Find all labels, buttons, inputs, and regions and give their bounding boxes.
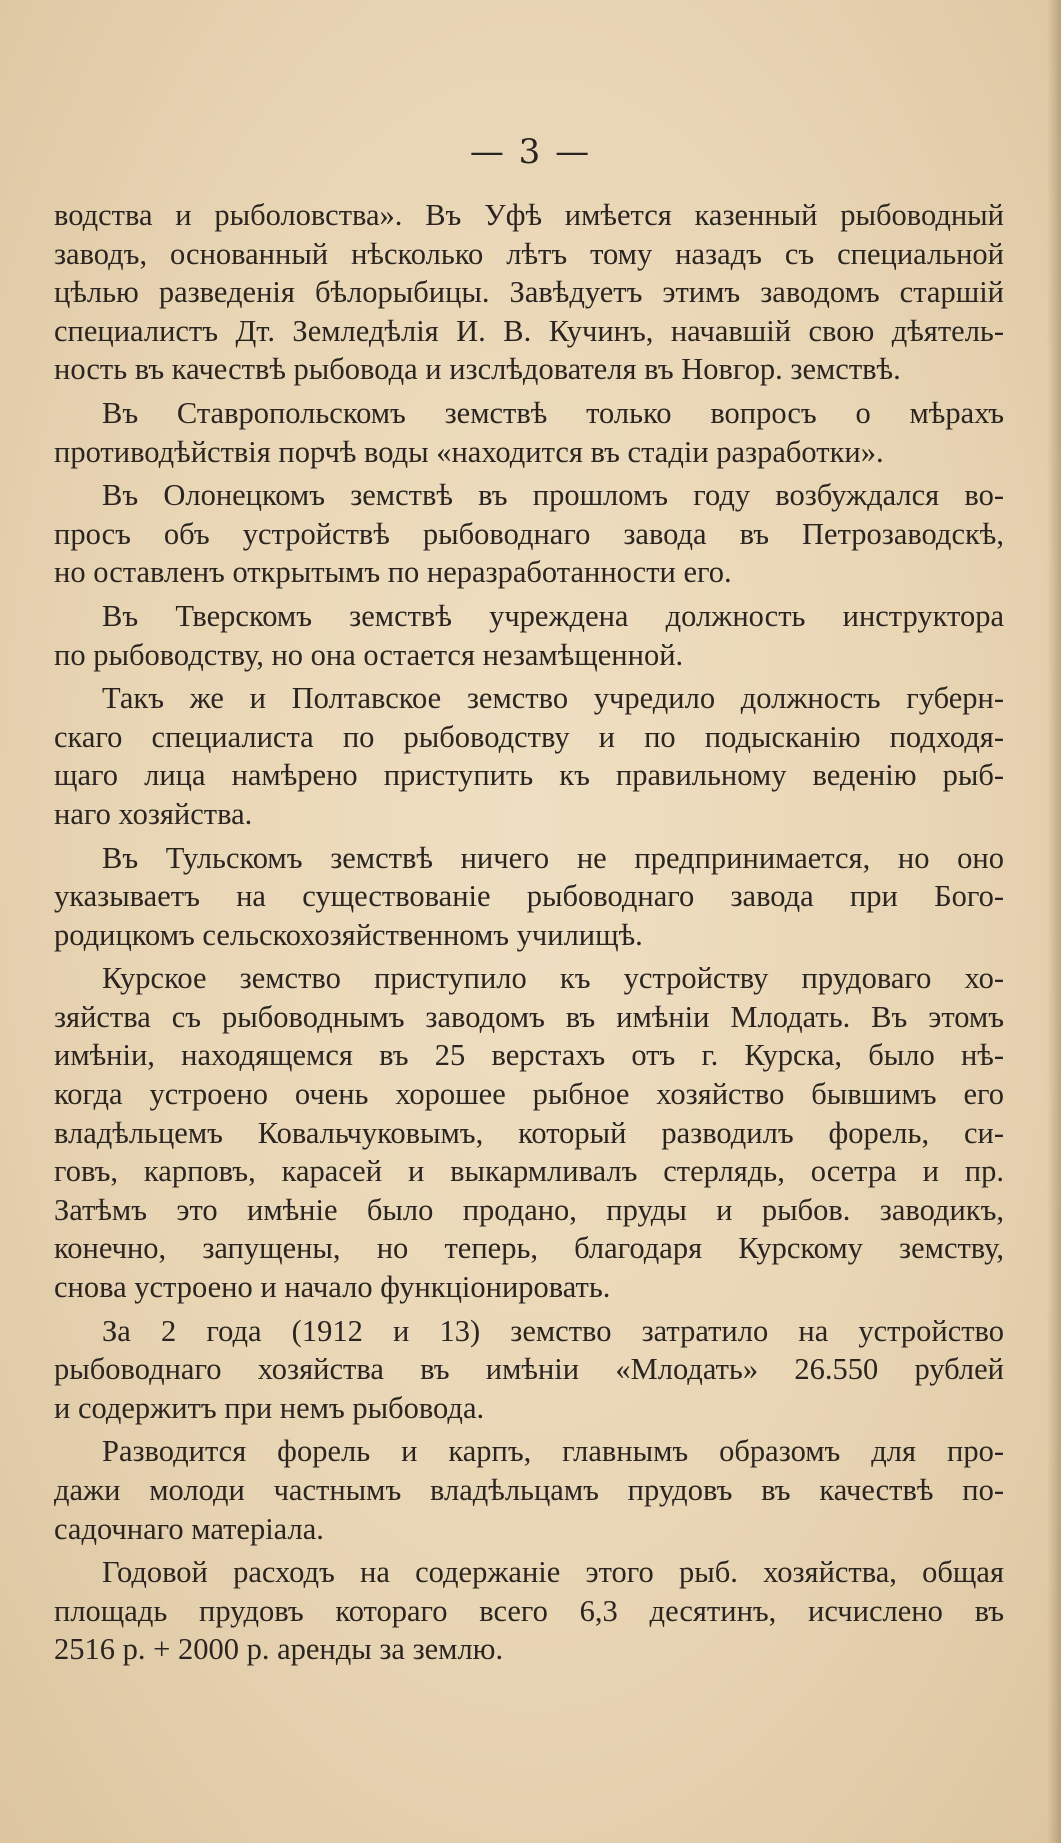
text-line: За 2 года (1912 и 13) земство затратило на устройство [102,1313,1004,1348]
text-line: и содержитъ при немъ рыбовода. [54,1390,485,1425]
paragraph [54,839,1004,955]
paragraph [54,959,1004,1306]
text-line: Такъ же и Полтавское земство учредило должность губерн- [102,681,1004,716]
paragraph [54,1432,1004,1548]
text-line: Въ Тверскомъ земствѣ учреждена должность инструктора [102,598,1004,633]
text-line: Курское земство приступило къ устройству прудоваго хо- [102,961,1004,996]
text-line: когда устроено очень хорошее рыбное хозяйство бывшимъ его [54,1077,1004,1112]
text-line: зяйства съ рыбоводнымъ заводомъ въ имѣніи Млодать. Въ этомъ [54,999,1004,1034]
paragraph [54,476,1004,592]
text-line: рыбоводнаго хозяйства въ имѣніи «Млодать» 26.550 рублей [54,1352,1004,1387]
paragraph [54,1553,1004,1669]
text-line: площадь прудовъ котораго всего 6,3 десятинъ, исчислено въ [54,1593,1004,1628]
text-line: имѣніи, находящемся въ 25 верстахъ отъ г. Курска, было нѣ- [54,1038,1004,1073]
text-line: владѣльцемъ Ковальчуковымъ, который разводилъ форель, си- [54,1115,1004,1150]
text-line: указываетъ на существованіе рыбоводнаго завода при Бого- [54,879,1004,914]
paragraph [54,597,1004,674]
text-line: специалистъ Дт. Земледѣлія И. В. Кучинъ, начавшій свою дѣятель- [54,313,1004,348]
text-line: но оставленъ открытымъ по неразработанности его. [54,555,732,590]
page-number: — 3 — [469,132,592,172]
paragraph [54,394,1004,471]
text-line: просъ объ устройствѣ рыбоводнаго завода въ Петрозаводскѣ, [54,516,1004,551]
text-line: 2516 р. + 2000 р. аренды за землю. [54,1632,504,1667]
text-line: говъ, карповъ, карасей и выкармливалъ стерлядь, осетра и пр. [54,1154,1004,1189]
text-line: Годовой расходъ на содержаніе этого рыб. хозяйства, общая [102,1555,1004,1590]
text-line: родицкомъ сельскохозяйственномъ училищѣ. [54,917,643,952]
paragraph [54,1312,1004,1428]
body-text [54,196,1004,1674]
text-line: заводъ, основанный нѣсколько лѣтъ тому назадъ съ специальной [54,236,1004,271]
text-line: снова устроено и начало функціонировать. [54,1270,611,1305]
text-line: Разводится форель и карпъ, главнымъ образомъ для про- [102,1434,1004,1469]
text-line: Въ Ставропольскомъ земствѣ только вопросъ о мѣрахъ [102,395,1004,430]
text-line: скаго специалиста по рыбоводству и по подысканію подходя- [54,719,1004,754]
page-edge-shadow [1047,0,1061,1843]
text-line: по рыбоводству, но она остается незамѣщенной. [54,637,684,672]
text-line: Затѣмъ это имѣніе было продано, пруды и рыбов. заводикъ, [54,1192,1004,1227]
text-line: цѣлью разведенія бѣлорыбицы. Завѣдуетъ этимъ заводомъ старшій [54,275,1004,310]
text-line: ность въ качествѣ рыбовода и изслѣдователя въ Новгор. земствѣ. [54,352,901,387]
text-line: водства и рыболовства». Въ Уфѣ имѣется казенный рыбоводный [54,198,1004,232]
text-line: противодѣйствія порчѣ воды «находится въ стадіи разработки». [54,434,884,469]
text-line: дажи молоди частнымъ владѣльцамъ прудовъ въ качествѣ по- [54,1473,1004,1507]
text-line: Въ Тульскомъ земствѣ ничего не предпринимается, но оно [102,840,1004,875]
paragraph [54,196,1004,389]
text-line: конечно, запущены, но теперь, благодаря Курскому земству, [54,1231,1004,1266]
text-line: садочнаго матеріала. [54,1511,324,1546]
text-line: наго хозяйства. [54,796,253,831]
paragraph [54,679,1004,833]
text-line: Въ Олонецкомъ земствѣ въ прошломъ году возбуждался во- [102,478,1004,513]
text-line: щаго лица намѣрено приступить къ правильному веденію рыб- [54,758,1004,793]
